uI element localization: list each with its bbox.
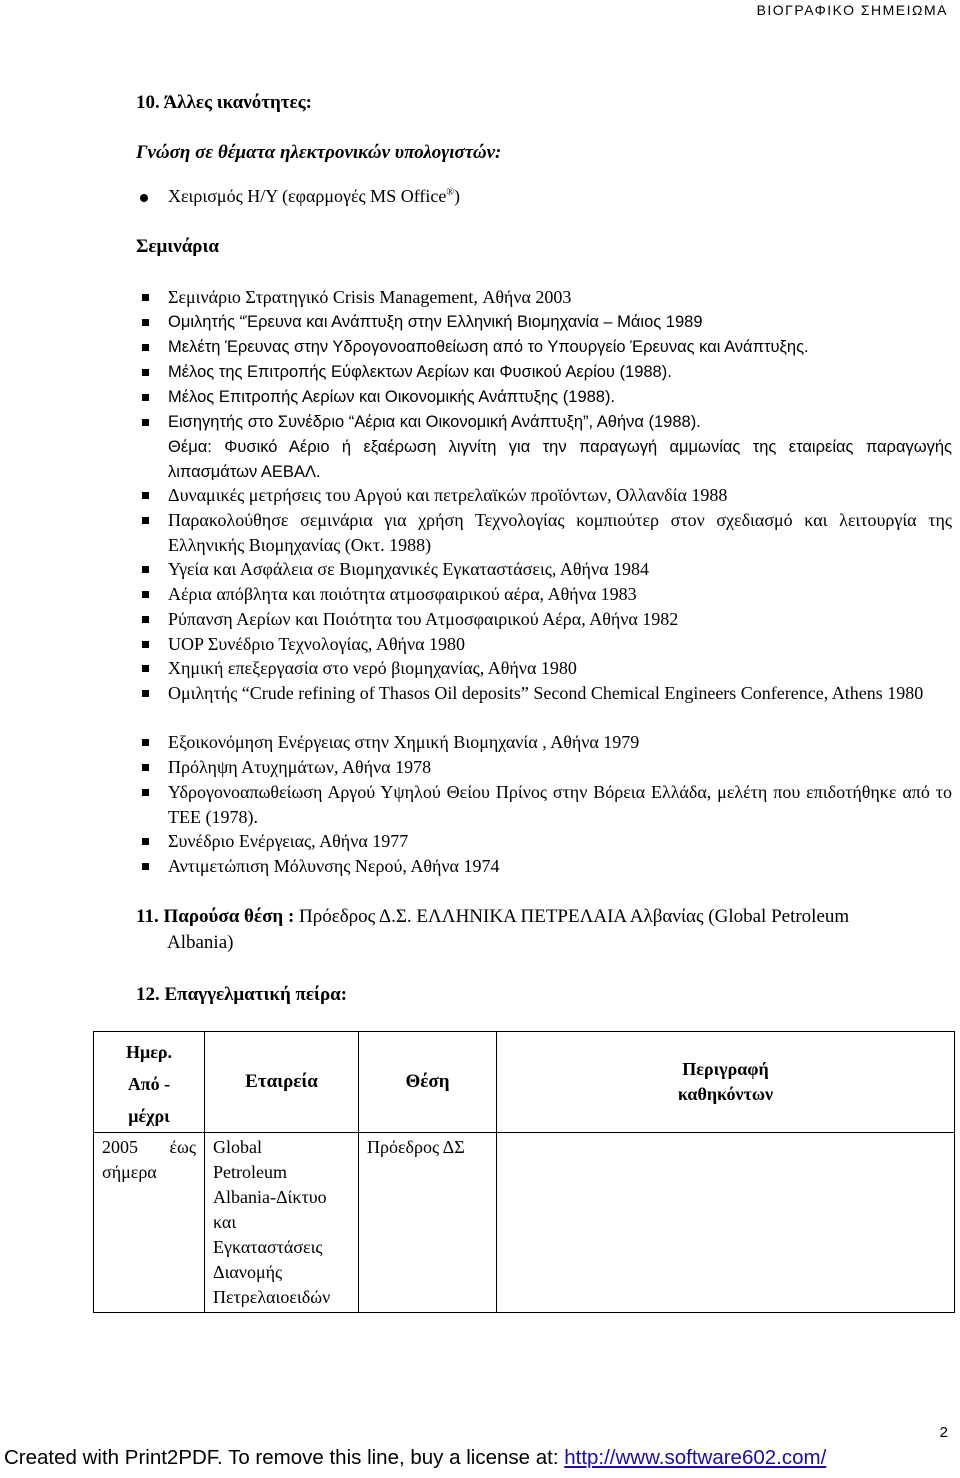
- square-bullet-icon: [142, 394, 149, 401]
- square-bullet-icon: [142, 665, 149, 672]
- square-bullet-icon: [142, 863, 149, 870]
- list-item: Αέρια απόβλητα και ποιότητα ατμοσφαιρικού αέρα, Αθήνα 1983: [168, 582, 952, 607]
- list-item: Μέλος της Επιτροπής Εύφλεκτων Αερίων και Φυσικού Αερίου (1988).: [168, 360, 952, 385]
- square-bullet-icon: [142, 319, 149, 326]
- footer-notice: Created with Print2PDF. To remove this line, buy a license at: http://www.software602.com/: [4, 1446, 827, 1469]
- list-item: UOP Συνέδριο Τεχνολογίας, Αθήνα 1980: [168, 632, 952, 657]
- list-item: Συνέδριο Ενέργειας, Αθήνα 1977: [168, 829, 952, 854]
- square-bullet-icon: [142, 739, 149, 746]
- theme-note: Θέμα: Φυσικό Αέριο ή εξαέρωση λιγνίτη για την παραγωγή αμμωνίας της εταιρείας παραγωγής λιπασμάτων ΑΕΒΑΛ.: [168, 438, 952, 481]
- list-item: Πρόληψη Ατυχημάτων, Αθήνα 1978: [168, 755, 952, 780]
- list-item: Ομιλητής “Crude refining of Thasos Oil deposits” Second Chemical Engineers Conference, Athens 1980: [168, 681, 952, 706]
- square-bullet-icon: [142, 641, 149, 648]
- square-bullet-icon: [142, 616, 149, 623]
- table-header-row: [94, 1032, 955, 1133]
- header-position: Θέση: [359, 1032, 497, 1133]
- list-item: Σεμινάριο Στρατηγικό Crisis Management, Αθήνα 2003: [168, 285, 952, 310]
- list-item: Ομιλητής “Έρευνα και Ανάπτυξη στην Ελληνική Βιομηχανία – Μάιος 1989: [168, 310, 952, 335]
- list-item: Ρύπανση Αερίων και Ποιότητα του Ατμοσφαιρικού Αέρα, Αθήνα 1982: [168, 607, 952, 632]
- list-item: Μελέτη Έρευνας στην Υδρογονοαποθείωση από το Υπουργείο Έρευνας και Ανάπτυξης.: [168, 335, 952, 360]
- square-bullet-icon: [142, 492, 149, 499]
- list-item: Παρακολούθησε σεμινάρια για χρήση Τεχνολογίας κομπιούτερ στον σχεδιασμό και λειτουργία της Ελληνικής Βιομηχανίας (Οκτ. 1988): [168, 508, 952, 557]
- cell-date: 2005 έως σήμερα: [94, 1133, 205, 1313]
- list-item: Δυναμικές μετρήσεις του Αργού και πετρελαϊκών προϊόντων, Ολλανδία 1988: [168, 483, 952, 508]
- square-bullet-icon: [142, 591, 149, 598]
- square-bullet-icon: [142, 419, 149, 426]
- section-10-title: 10. Άλλες ικανότητες:: [136, 92, 312, 113]
- running-header: ΒΙΟΓΡΑΦΙΚΟ ΣΗΜΕΙΩΜΑ: [756, 2, 948, 18]
- square-bullet-icon: [142, 789, 149, 796]
- cell-description: [497, 1133, 955, 1313]
- page-number: 2: [939, 1424, 948, 1441]
- header-date: Ημερ. Από - μέχρι: [94, 1032, 205, 1133]
- list-item: Υδρογονοαπωθείωση Αργού Υψηλού Θείου Πρίνος στην Βόρεια Ελλάδα, μελέτη που επιδοτήθηκε από το ΤΕΕ (1978).: [168, 780, 952, 829]
- footer-link[interactable]: http://www.software602.com/: [564, 1446, 827, 1469]
- seminars-heading: Σεμινάρια: [136, 236, 219, 257]
- list-item: Χημική επεξεργασία στο νερό βιομηχανίας, Αθήνα 1980: [168, 656, 952, 681]
- cell-position: Πρόεδρος ΔΣ: [359, 1133, 497, 1313]
- table-row: [94, 1133, 955, 1313]
- square-bullet-icon: [142, 690, 149, 697]
- square-bullet-icon: [142, 566, 149, 573]
- computer-skills-heading: Γνώση σε θέματα ηλεκτρονικών υπολογιστών:: [136, 142, 502, 163]
- experience-table: [93, 1031, 955, 1313]
- section-11-label: Παρούσα θέση :: [163, 906, 295, 927]
- square-bullet-icon: [142, 764, 149, 771]
- square-bullet-icon: [142, 294, 149, 301]
- section-12-title: 12. Επαγγελματική πείρα:: [136, 984, 348, 1005]
- section-11-value-cont: Albania): [167, 932, 234, 953]
- list-item: Μέλος Επιτροπής Αερίων και Οικονομικής Ανάπτυξης (1988).: [168, 385, 952, 410]
- section-11-value: Πρόεδρος Δ.Σ. ΕΛΛΗΝΙΚΑ ΠΕΤΡΕΛΑΙΑ Αλβανίας (Global Petroleum: [299, 906, 850, 927]
- list-item: Αντιμετώπιση Μόλυνσης Νερού, Αθήνα 1974: [168, 854, 952, 879]
- header-description: Περιγραφή καθηκόντων: [497, 1032, 955, 1133]
- list-item: Υγεία και Ασφάλεια σε Βιομηχανικές Εγκαταστάσεις, Αθήνα 1984: [168, 557, 952, 582]
- header-company: Εταιρεία: [205, 1032, 359, 1133]
- section-11-number: 11.: [136, 906, 159, 927]
- square-bullet-icon: [142, 344, 149, 351]
- square-bullet-icon: [142, 838, 149, 845]
- cell-company: Global Petroleum Albania-Δίκτυο και Εγκαταστάσεις Διανομής Πετρελαιοειδών: [205, 1133, 359, 1313]
- section-11-current-position: [136, 904, 952, 956]
- list-item: Εξοικονόμηση Ενέργειας στην Χημική Βιομηχανία , Αθήνα 1979: [168, 730, 952, 755]
- square-bullet-icon: [142, 517, 149, 524]
- computer-skill-item: Χειρισμός Η/Υ (εφαρμογές MS Office®): [168, 186, 460, 207]
- bullet-icon: [140, 194, 148, 202]
- list-item: Εισηγητής στο Συνέδριο “Αέρια και Οικονομική Ανάπτυξη”, Αθήνα (1988).: [168, 410, 952, 435]
- square-bullet-icon: [142, 369, 149, 376]
